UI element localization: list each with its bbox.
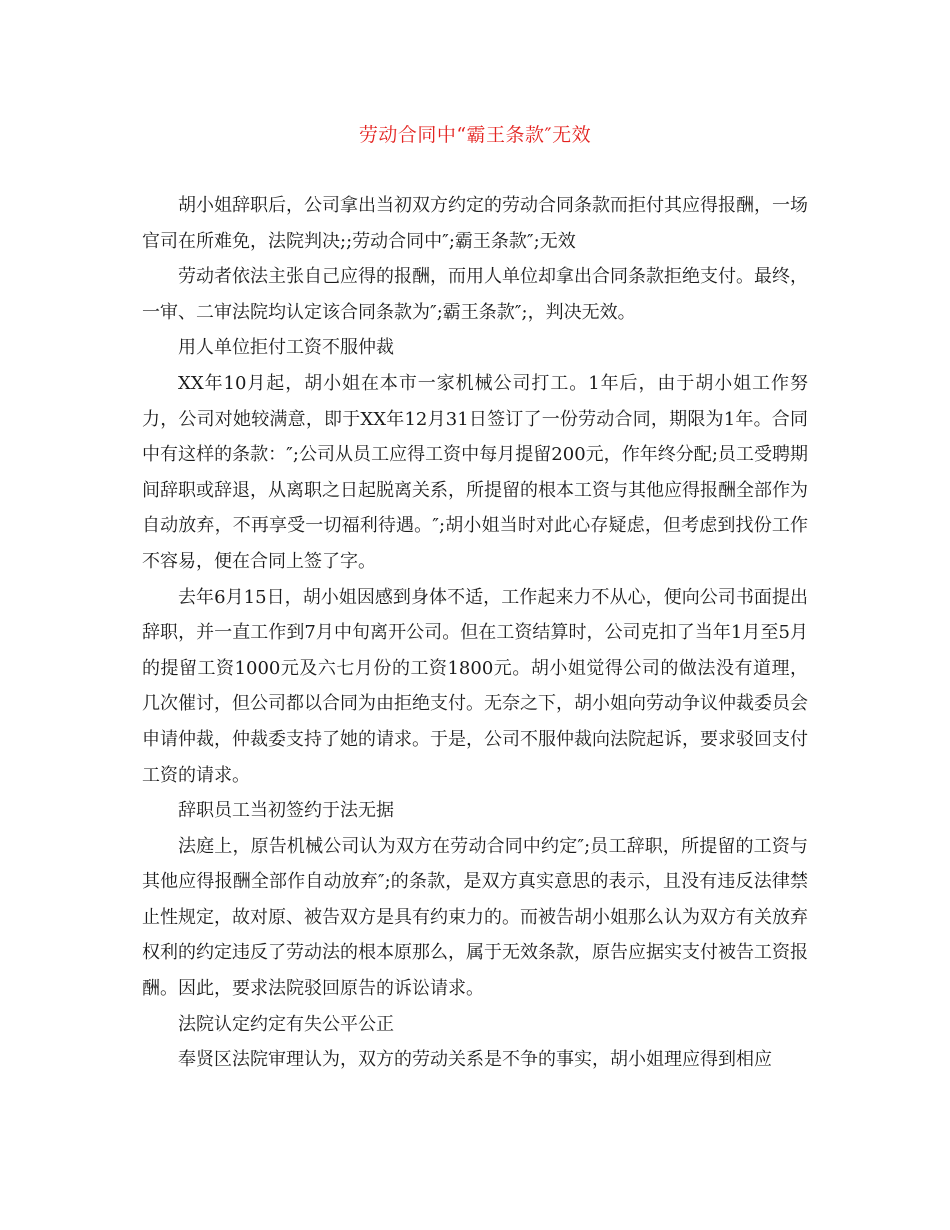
paragraph: 去年6月15日，胡小姐因感到身体不适，工作起来力不从心，便向公司书面提出辞职，并一直工作到7月中旬离开公司。但在工资结算时，公司克扣了当年1月至5月的提留工资1000元及六七月份的工资1800元。胡小姐觉得公司的做法没有道理，几次催讨，但公司都以合同为由拒绝支付。无奈之下，胡小姐向劳动争议仲裁委员会申请仲裁，仲裁委支持了她的请求。于是，公司不服仲裁向法院起诉，要求驳回支付工资的请求。 [142, 586, 808, 786]
paragraph: 法庭上，原告机械公司认为双方在劳动合同中约定″;员工辞职，所提留的工资与其他应得报酬全部作自动放弃″;的条款，是双方真实意思的表示，且没有违反法律禁止性规定，故对原、被告双方是具有约束力的。而被告胡小姐那么认为双方有关放弃权利的约定违反了劳动法的根本原那么，属于无效条款，原告应据实支付被告工资报酬。因此，要求法院驳回原告的诉讼请求。 [142, 835, 808, 1000]
document-title: 劳动合同中“霸王条款″无效 [358, 124, 592, 146]
paragraph: 胡小姐辞职后，公司拿出当初双方约定的劳动合同条款而拒付其应得报酬，一场官司在所难免，法院判决;;劳动合同中″;霸王条款″;无效 [142, 195, 808, 252]
document-body [142, 188, 808, 1078]
section-heading: 法院认定约定有失公平公正 [178, 1013, 394, 1035]
section-heading: 用人单位拒付工资不服仲裁 [178, 337, 394, 359]
paragraph: 奉贤区法院审理认为，双方的劳动关系是不争的事实，胡小姐理应得到相应 [178, 1049, 772, 1071]
section-heading: 辞职员工当初签约于法无据 [178, 800, 394, 822]
paragraph: 劳动者依法主张自己应得的报酬，而用人单位却拿出合同条款拒绝支付。最终，一审、二审法院均认定该合同条款为″;霸王条款″;，判决无效。 [142, 266, 808, 323]
paragraph: XX年10月起，胡小姐在本市一家机械公司打工。1年后，由于胡小姐工作努力，公司对她较满意，即于XX年12月31日签订了一份劳动合同，期限为1年。合同中有这样的条款：″;公司从员工应得工资中每月提留200元，作年终分配;员工受聘期间辞职或辞退，从离职之日起脱离关系，所提留的根本工资与其他应得报酬全部作为自动放弃，不再享受一切福利待遇。″;胡小姐当时对此心存疑虑，但考虑到找份工作不容易，便在合同上签了字。 [142, 372, 808, 572]
